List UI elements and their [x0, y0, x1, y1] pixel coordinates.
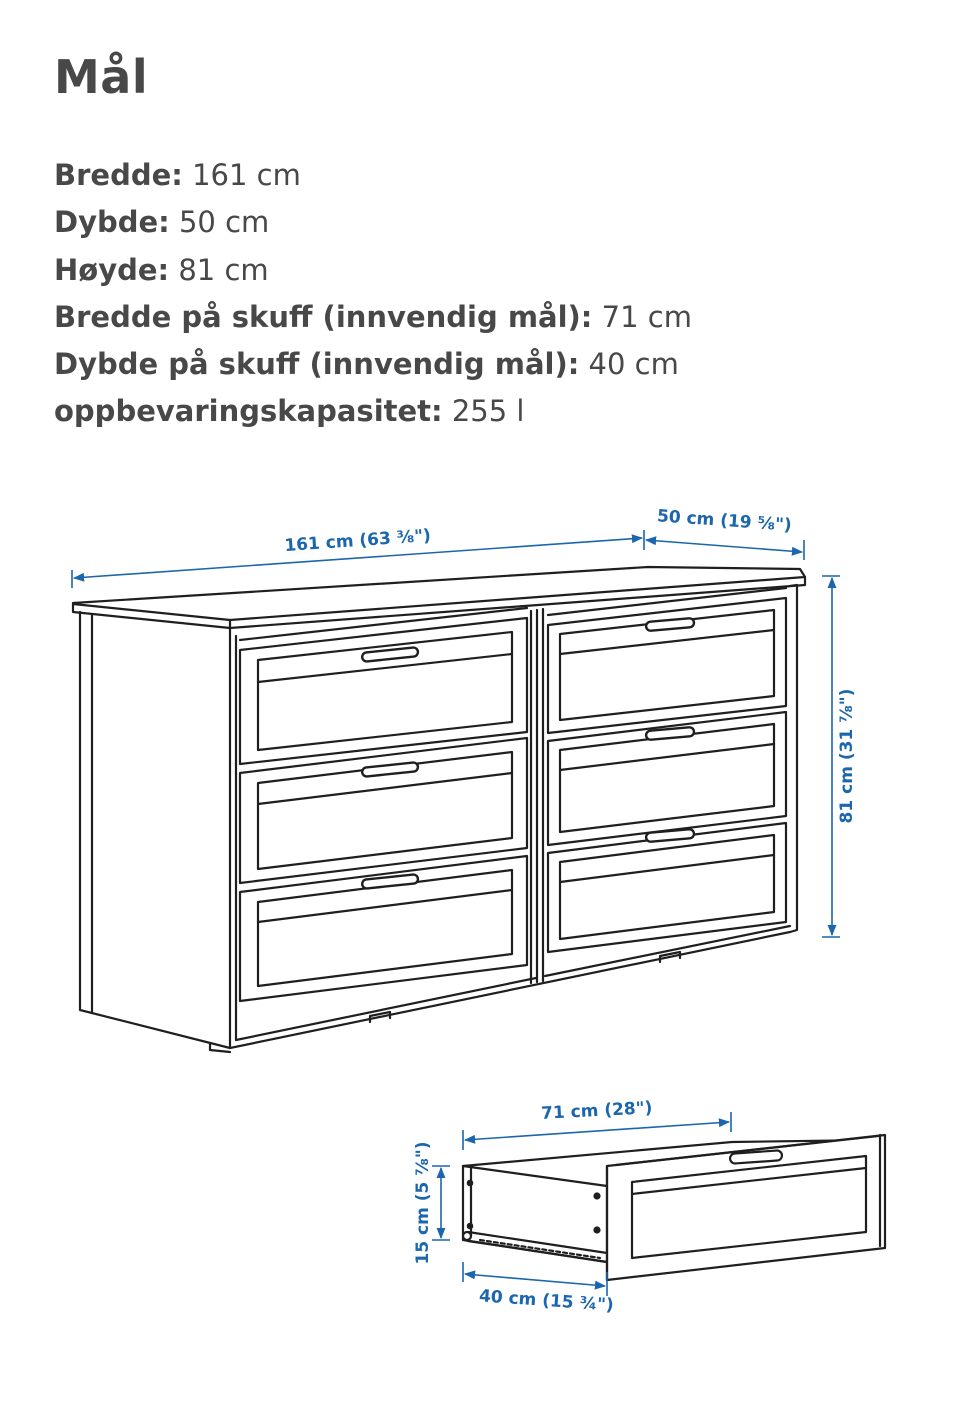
drawer-handle-icon [730, 1150, 783, 1164]
handle-icon [646, 829, 695, 842]
drawer-depth-label: 40 cm (15 ¾") [478, 1286, 615, 1316]
left-drawer-top [240, 608, 527, 764]
spec-value: 50 cm [178, 205, 270, 240]
dresser-depth-label: 50 cm (19 ⅝") [656, 506, 793, 536]
spec-label: Høyde: [54, 252, 170, 287]
spec-value: 161 cm [192, 158, 301, 192]
dimension-diagram [0, 460, 960, 1360]
spec-width [54, 152, 692, 199]
spec-drawer-width [54, 294, 692, 341]
dresser-width-label: 161 cm (63 ⅜") [283, 525, 432, 557]
handle-icon [646, 618, 695, 631]
spec-label: Bredde: [54, 158, 183, 192]
right-drawer-top [548, 588, 786, 733]
spec-value: 71 cm [601, 299, 692, 334]
handle-icon [362, 647, 419, 662]
dimension-specs-list [54, 152, 692, 436]
spec-value: 40 cm [588, 347, 679, 382]
page-title: Mål [54, 50, 149, 104]
drawer-illustration [463, 1135, 885, 1280]
spec-label: Dybde: [54, 205, 170, 240]
spec-label: Bredde på skuff (innvendig mål): [54, 299, 593, 334]
spec-height [54, 247, 692, 294]
right-drawer-bottom [548, 823, 786, 952]
spec-drawer-depth [54, 341, 692, 388]
drawer-height-label: 15 cm (5 ⅞") [413, 1141, 433, 1265]
spec-value: 81 cm [178, 252, 269, 287]
spec-depth [54, 199, 692, 246]
dresser-height-label: 81 cm (31 ⅞") [837, 688, 857, 824]
handle-icon [362, 762, 419, 777]
spec-label: oppbevaringskapasitet: [54, 394, 443, 429]
dresser-illustration [73, 567, 805, 1052]
spec-value: 255 l [451, 394, 525, 429]
drawer-width-label: 71 cm (28") [540, 1098, 653, 1124]
spec-storage-capacity [54, 388, 692, 435]
spec-label: Dybde på skuff (innvendig mål): [54, 347, 580, 382]
